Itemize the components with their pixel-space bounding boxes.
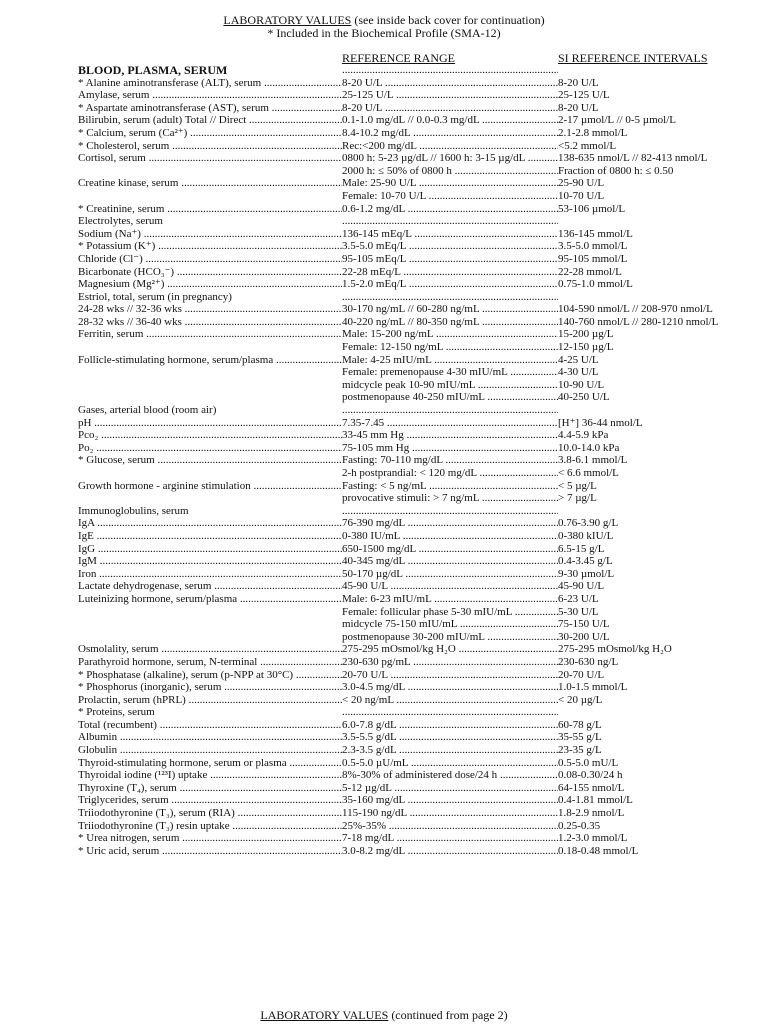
reference-range-cell: 22-28 mEq/L ..... bbox=[342, 266, 558, 279]
table-row bbox=[0, 832, 768, 845]
table-row bbox=[0, 278, 768, 291]
table-row bbox=[0, 467, 768, 480]
table-row bbox=[0, 354, 768, 367]
test-name-cell: pH ..... bbox=[78, 417, 342, 430]
test-name-cell: * Glucose, serum ..... bbox=[78, 454, 342, 467]
reference-range-cell: 0-380 IU/mL ..... bbox=[342, 530, 558, 543]
table-row bbox=[0, 316, 768, 329]
si-interval-cell: 0.75-1.0 mmol/L bbox=[558, 278, 633, 291]
table-row bbox=[0, 253, 768, 266]
si-interval-cell: 64-155 nmol/L bbox=[558, 781, 625, 794]
table-row bbox=[0, 341, 768, 354]
page-footer bbox=[0, 1009, 768, 1022]
table-row bbox=[0, 152, 768, 165]
test-name-cell: * Urea nitrogen, serum ..... bbox=[78, 832, 342, 845]
table-row bbox=[0, 681, 768, 694]
test-name-cell: Albumin ..... bbox=[78, 731, 342, 744]
reference-range-cell: Male: 15-200 ng/mL ..... bbox=[342, 328, 558, 341]
reference-range-cell: Female: premenopause 4-30 mIU/mL ..... bbox=[342, 366, 558, 379]
table-row bbox=[0, 303, 768, 316]
test-name-cell: IgA ..... bbox=[78, 517, 342, 530]
reference-range-cell: provocative stimuli: > 7 ng/mL ..... bbox=[342, 492, 558, 505]
table-row bbox=[0, 618, 768, 631]
page-title: LABORATORY VALUES bbox=[223, 13, 352, 27]
reference-range-cell: 0.6-1.2 mg/dL ..... bbox=[342, 203, 558, 216]
table-row bbox=[0, 656, 768, 669]
si-interval-cell: 6.5-15 g/L bbox=[558, 542, 605, 555]
reference-range-cell: 30-170 ng/mL // 60-280 ng/mL ..... bbox=[342, 303, 558, 316]
si-interval-cell: 104-590 nmol/L // 208-970 nmol/L bbox=[558, 303, 713, 316]
table-row bbox=[0, 530, 768, 543]
table-row bbox=[0, 505, 768, 518]
si-interval-cell: < 5 µg/L bbox=[558, 479, 597, 492]
reference-range-cell: Female: follicular phase 5-30 mIU/mL ..... bbox=[342, 606, 558, 619]
si-interval-cell: 0.25-0.35 bbox=[558, 819, 601, 832]
si-interval-cell: 40-250 U/L bbox=[558, 391, 610, 404]
table-row bbox=[0, 517, 768, 530]
table-row bbox=[0, 744, 768, 757]
test-name-cell: * Phosphorus (inorganic), serum ..... bbox=[78, 681, 342, 694]
test-name-cell: Iron ..... bbox=[78, 568, 342, 581]
table-row bbox=[0, 114, 768, 127]
table-row bbox=[0, 643, 768, 656]
reference-range-cell: 40-220 ng/mL // 80-350 ng/mL ..... bbox=[342, 316, 558, 329]
si-interval-cell: 35-55 g/L bbox=[558, 731, 602, 744]
si-interval-cell: 8-20 U/L bbox=[558, 76, 599, 89]
si-interval-cell: < 6.6 mmol/L bbox=[558, 467, 619, 479]
test-name-cell: Estriol, total, serum (in pregnancy) bbox=[78, 290, 232, 303]
table-row bbox=[0, 480, 768, 493]
si-interval-cell: 0-380 kIU/L bbox=[558, 529, 614, 542]
reference-range-cell bbox=[342, 215, 558, 228]
table-row bbox=[0, 492, 768, 505]
reference-range-cell: 7-18 mg/dL ..... bbox=[342, 832, 558, 845]
si-interval-cell: 1.2-3.0 mmol/L bbox=[558, 832, 628, 845]
reference-range-column-header: REFERENCE RANGE bbox=[342, 51, 456, 65]
reference-range-cell: midcycle 75-150 mIU/mL ..... bbox=[342, 618, 558, 631]
table-row bbox=[0, 543, 768, 556]
table-row bbox=[0, 593, 768, 606]
si-interval-cell: 140-760 nmol/L // 280-1210 nmol/L bbox=[558, 315, 719, 328]
table-row bbox=[0, 706, 768, 719]
table-row bbox=[0, 694, 768, 707]
si-interval-cell: 25-125 U/L bbox=[558, 89, 610, 102]
table-row bbox=[0, 391, 768, 404]
test-name-cell: * Uric acid, serum ..... bbox=[78, 845, 342, 858]
test-name-cell: IgG ..... bbox=[78, 543, 342, 556]
reference-range-cell: 0.1-1.0 mg/dL // 0.0-0.3 mg/dL ..... bbox=[342, 114, 558, 127]
reference-range-cell: Female: 10-70 U/L ..... bbox=[342, 190, 558, 203]
si-interval-cell: 1.0-1.5 mmol/L bbox=[558, 681, 628, 694]
table-row bbox=[0, 215, 768, 228]
si-interval-cell: [H⁺] 36-44 nmol/L bbox=[558, 416, 643, 429]
si-interval-cell: 6-23 U/L bbox=[558, 592, 599, 605]
si-interval-cell: 0.4-1.81 mmol/L bbox=[558, 794, 633, 807]
si-interval-cell: 53-106 µmol/L bbox=[558, 202, 626, 215]
reference-range-cell: 40-345 mg/dL ..... bbox=[342, 555, 558, 568]
page-title-note: (see inside back cover for continuation) bbox=[351, 13, 545, 27]
table-row bbox=[0, 291, 768, 304]
si-interval-cell: 0.08-0.30/24 h bbox=[558, 769, 623, 782]
si-interval-cell: 10-70 U/L bbox=[558, 189, 605, 202]
si-interval-cell: 25-90 U/L bbox=[558, 177, 605, 190]
table-row bbox=[0, 845, 768, 858]
test-name-cell: * Proteins, serum bbox=[78, 706, 155, 719]
test-name-cell: Globulin ..... bbox=[78, 744, 342, 757]
reference-range-cell: 76-390 mg/dL ..... bbox=[342, 517, 558, 530]
si-interval-cell: 95-105 mmol/L bbox=[558, 252, 628, 265]
table-row bbox=[0, 580, 768, 593]
si-interval-cell: Fraction of 0800 h: ≤ 0.50 bbox=[558, 164, 674, 177]
table-row bbox=[0, 757, 768, 770]
table-row bbox=[0, 366, 768, 379]
table-row bbox=[0, 442, 768, 455]
table-row bbox=[0, 89, 768, 102]
table-row bbox=[0, 731, 768, 744]
si-interval-cell: 5-30 U/L bbox=[558, 605, 599, 618]
test-name-cell: Ferritin, serum ..... bbox=[78, 328, 342, 341]
si-interval-cell: 8-20 U/L bbox=[558, 101, 599, 114]
si-interval-cell: 9-30 µmol/L bbox=[558, 567, 615, 580]
table-row bbox=[0, 606, 768, 619]
test-name-cell: Immunoglobulins, serum bbox=[78, 504, 189, 517]
si-interval-cell: 22-28 mmol/L bbox=[558, 265, 622, 278]
section-heading-row bbox=[0, 64, 768, 77]
si-interval-cell: 1.8-2.9 nmol/L bbox=[558, 807, 625, 820]
test-name-cell: * Potassium (K⁺) ..... bbox=[78, 240, 342, 253]
test-name-cell: Bilirubin, serum (adult) Total // Direct ..... bbox=[78, 114, 342, 127]
test-name-cell: Parathyroid hormone, serum, N-terminal ..... bbox=[78, 656, 342, 669]
footer-note: (continued from page 2) bbox=[388, 1008, 508, 1022]
si-interval-cell: 10.0-14.0 kPa bbox=[558, 441, 620, 454]
si-interval-cell: 4-25 U/L bbox=[558, 353, 599, 366]
si-reference-column-header: SI REFERENCE INTERVALS bbox=[558, 51, 708, 65]
si-interval-cell: 138-635 nmol/L // 82-413 nmol/L bbox=[558, 152, 708, 165]
reference-range-cell: 33-45 mm Hg ..... bbox=[342, 429, 558, 442]
test-name-cell: BLOOD, PLASMA, SERUM bbox=[78, 64, 228, 77]
test-name-cell: Gases, arterial blood (room air) bbox=[78, 404, 217, 417]
reference-range-cell: 7.35-7.45 ..... bbox=[342, 417, 558, 430]
si-interval-cell: 2.1-2.8 mmol/L bbox=[558, 126, 628, 139]
si-interval-cell: 0.18-0.48 mmol/L bbox=[558, 844, 639, 857]
reference-range-cell: 3.0-8.2 mg/dL ..... bbox=[342, 845, 558, 858]
page-subtitle: * Included in the Biochemical Profile (SMA-12) bbox=[267, 26, 501, 40]
test-name-cell: Prolactin, serum (hPRL) ..... bbox=[78, 694, 342, 707]
table-row bbox=[0, 782, 768, 795]
reference-range-cell: 45-90 U/L ..... bbox=[342, 580, 558, 593]
table-row bbox=[0, 454, 768, 467]
test-name-cell: * Aspartate aminotransferase (AST), serum ..... bbox=[78, 102, 342, 115]
test-name-cell: * Creatinine, serum ..... bbox=[78, 203, 342, 216]
test-name-cell: * Cholesterol, serum ..... bbox=[78, 140, 342, 153]
reference-range-cell: 35-160 mg/dL ..... bbox=[342, 794, 558, 807]
test-name-cell: Growth hormone - arginine stimulation ..... bbox=[78, 480, 342, 493]
table-row bbox=[0, 568, 768, 581]
reference-range-cell bbox=[342, 404, 558, 417]
reference-range-cell: 25-125 U/L ..... bbox=[342, 89, 558, 102]
reference-range-cell: 0800 h: 5-23 µg/dL // 1600 h: 3-15 µg/dL ..... bbox=[342, 152, 558, 165]
si-interval-cell: 12-150 µg/L bbox=[558, 341, 614, 354]
table-row bbox=[0, 404, 768, 417]
table-row bbox=[0, 807, 768, 820]
si-interval-cell: 15-200 µg/L bbox=[558, 328, 614, 341]
reference-range-cell: 2.3-3.5 g/dL ..... bbox=[342, 744, 558, 757]
reference-range-cell: 3.0-4.5 mg/dL ..... bbox=[342, 681, 558, 694]
reference-range-cell: 275-295 mOsmol/kg H₂O ..... bbox=[342, 643, 558, 656]
reference-range-cell: 136-145 mEq/L ..... bbox=[342, 228, 558, 241]
reference-range-cell: Male: 25-90 U/L ..... bbox=[342, 177, 558, 190]
test-name-cell: Sodium (Na⁺) ..... bbox=[78, 228, 342, 241]
reference-range-cell: 115-190 ng/dL ..... bbox=[342, 807, 558, 820]
test-name-cell: Po₂ ..... bbox=[78, 442, 342, 455]
si-interval-cell: 75-150 U/L bbox=[558, 618, 610, 631]
reference-range-cell: midcycle peak 10-90 mIU/mL ..... bbox=[342, 379, 558, 392]
reference-range-cell: 650-1500 mg/dL ..... bbox=[342, 543, 558, 556]
test-name-cell: IgM ..... bbox=[78, 555, 342, 568]
si-interval-cell: 23-35 g/L bbox=[558, 744, 602, 757]
reference-range-cell: postmenopause 30-200 mIU/mL ..... bbox=[342, 631, 558, 644]
test-name-cell: 24-28 wks // 32-36 wks ..... bbox=[78, 303, 342, 316]
test-name-cell: Triiodothyronine (T₃), serum (RIA) ..... bbox=[78, 807, 342, 820]
footer-title: LABORATORY VALUES bbox=[260, 1008, 389, 1022]
table-row bbox=[0, 203, 768, 216]
reference-range-cell: 50-170 µg/dL ..... bbox=[342, 568, 558, 581]
reference-range-cell: 3.5-5.5 g/dL ..... bbox=[342, 731, 558, 744]
test-name-cell: Triglycerides, serum ..... bbox=[78, 794, 342, 807]
table-row bbox=[0, 429, 768, 442]
table-row bbox=[0, 177, 768, 190]
table-row bbox=[0, 555, 768, 568]
test-name-cell: Magnesium (Mg²⁺) ..... bbox=[78, 278, 342, 291]
reference-range-cell bbox=[342, 505, 558, 518]
reference-range-cell: 20-70 U/L ..... bbox=[342, 669, 558, 682]
si-interval-cell: 230-630 ng/L bbox=[558, 655, 619, 668]
test-name-cell: Creatine kinase, serum ..... bbox=[78, 177, 342, 190]
reference-range-cell: 8-20 U/L ..... bbox=[342, 102, 558, 115]
reference-range-cell: 1.5-2.0 mEq/L ..... bbox=[342, 278, 558, 291]
test-name-cell: IgE ..... bbox=[78, 530, 342, 543]
reference-range-cell: Male: 6-23 mIU/mL ..... bbox=[342, 593, 558, 606]
reference-range-cell: 75-105 mm Hg ..... bbox=[342, 442, 558, 455]
reference-range-cell: 6.0-7.8 g/dL ..... bbox=[342, 719, 558, 732]
reference-range-cell bbox=[342, 706, 558, 719]
reference-range-cell bbox=[342, 291, 558, 304]
si-interval-cell: 4-30 U/L bbox=[558, 366, 599, 379]
table-row bbox=[0, 77, 768, 90]
lab-values-table bbox=[0, 64, 768, 857]
reference-range-cell: Male: 4-25 mIU/mL ..... bbox=[342, 354, 558, 367]
test-name-cell: Electrolytes, serum bbox=[78, 215, 163, 228]
table-row bbox=[0, 190, 768, 203]
table-row bbox=[0, 240, 768, 253]
si-interval-cell: 10-90 U/L bbox=[558, 378, 605, 391]
test-name-cell: Thyroxine (T₄), serum ..... bbox=[78, 782, 342, 795]
reference-range-cell: postmenopause 40-250 mIU/mL ..... bbox=[342, 391, 558, 404]
test-name-cell: * Phosphatase (alkaline), serum (p-NPP at 30°C) ..... bbox=[78, 669, 342, 682]
test-name-cell: Thyroidal iodine (¹²³I) uptake ..... bbox=[78, 769, 342, 782]
reference-range-cell: 5-12 µg/dL ..... bbox=[342, 782, 558, 795]
si-interval-cell: 136-145 mmol/L bbox=[558, 227, 633, 240]
test-name-cell: Cortisol, serum ..... bbox=[78, 152, 342, 165]
reference-range-cell: 95-105 mEq/L ..... bbox=[342, 253, 558, 266]
reference-range-cell: 2000 h: ≤ 50% of 0800 h ..... bbox=[342, 165, 558, 178]
si-interval-cell: 4.4-5.9 kPa bbox=[558, 429, 609, 442]
table-row bbox=[0, 102, 768, 115]
test-name-cell: * Alanine aminotransferase (ALT), serum ..... bbox=[78, 77, 342, 90]
test-name-cell: Follicle-stimulating hormone, serum/plasma ..... bbox=[78, 354, 342, 367]
reference-range-cell: Female: 12-150 ng/mL ..... bbox=[342, 341, 558, 354]
reference-range-cell: Fasting: < 5 ng/mL ..... bbox=[342, 480, 558, 493]
si-interval-cell: < 20 µg/L bbox=[558, 693, 603, 706]
test-name-cell: Bicarbonate (HCO₃⁻) ..... bbox=[78, 266, 342, 279]
table-row bbox=[0, 266, 768, 279]
reference-range-cell: Fasting: 70-110 mg/dL ..... bbox=[342, 454, 558, 467]
test-name-cell: Thyroid-stimulating hormone, serum or plasma ..... bbox=[78, 757, 342, 770]
table-row bbox=[0, 719, 768, 732]
table-row bbox=[0, 228, 768, 241]
si-interval-cell: 0.4-3.45 g/L bbox=[558, 555, 613, 568]
reference-range-cell: 8-20 U/L ..... bbox=[342, 77, 558, 90]
test-name-cell: Triiodothyronine (T₃) resin uptake ..... bbox=[78, 820, 342, 833]
test-name-cell: 28-32 wks // 36-40 wks ..... bbox=[78, 316, 342, 329]
si-interval-cell: 3.5-5.0 mmol/L bbox=[558, 240, 628, 253]
table-row bbox=[0, 631, 768, 644]
table-row bbox=[0, 379, 768, 392]
test-name-cell: Lactate dehydrogenase, serum ..... bbox=[78, 580, 342, 593]
table-row bbox=[0, 417, 768, 430]
si-interval-cell: 30-200 U/L bbox=[558, 630, 610, 643]
reference-range-cell: Rec:<200 mg/dL ..... bbox=[342, 140, 558, 153]
reference-range-cell: 0.5-5.0 µU/mL ..... bbox=[342, 757, 558, 770]
table-row bbox=[0, 794, 768, 807]
table-row bbox=[0, 328, 768, 341]
test-name-cell: Amylase, serum ..... bbox=[78, 89, 342, 102]
si-interval-cell: <5.2 mmol/L bbox=[558, 139, 617, 152]
test-name-cell: * Calcium, serum (Ca²⁺) ..... bbox=[78, 127, 342, 140]
table-row bbox=[0, 769, 768, 782]
si-interval-cell: > 7 µg/L bbox=[558, 492, 597, 505]
si-interval-cell: 45-90 U/L bbox=[558, 580, 605, 593]
table-row bbox=[0, 127, 768, 140]
si-interval-cell: 20-70 U/L bbox=[558, 668, 605, 681]
test-name-cell: Total (recumbent) ..... bbox=[78, 719, 342, 732]
si-interval-cell: 3.8-6.1 mmol/L bbox=[558, 454, 628, 467]
si-interval-cell: 60-78 g/L bbox=[558, 718, 602, 731]
table-row bbox=[0, 820, 768, 833]
table-row bbox=[0, 669, 768, 682]
si-interval-cell: 0.5-5.0 mU/L bbox=[558, 756, 619, 769]
reference-range-cell: 2-h postprandial: < 120 mg/dL ..... bbox=[342, 467, 558, 480]
reference-range-cell: 8.4-10.2 mg/dL ..... bbox=[342, 127, 558, 140]
test-name-cell: Pco₂ ..... bbox=[78, 429, 342, 442]
reference-range-cell: 230-630 pg/mL ..... bbox=[342, 656, 558, 669]
reference-range-cell: 8%-30% of administered dose/24 h ..... bbox=[342, 769, 558, 782]
test-name-cell: Osmolality, serum ..... bbox=[78, 643, 342, 656]
test-name-cell: Chloride (Cl⁻) ..... bbox=[78, 253, 342, 266]
reference-range-cell: < 20 ng/mL ..... bbox=[342, 694, 558, 707]
reference-range-cell: 3.5-5.0 mEq/L ..... bbox=[342, 240, 558, 253]
si-interval-cell: 2-17 µmol/L // 0-5 µmol/L bbox=[558, 114, 676, 127]
reference-range-cell: 25%-35% ..... bbox=[342, 820, 558, 833]
si-interval-cell: 0.76-3.90 g/L bbox=[558, 517, 619, 530]
table-row bbox=[0, 165, 768, 178]
test-name-cell: Luteinizing hormone, serum/plasma ..... bbox=[78, 593, 342, 606]
reference-range-cell bbox=[342, 64, 558, 77]
table-row bbox=[0, 140, 768, 153]
si-interval-cell: 275-295 mOsmol/kg H₂O bbox=[558, 643, 672, 656]
